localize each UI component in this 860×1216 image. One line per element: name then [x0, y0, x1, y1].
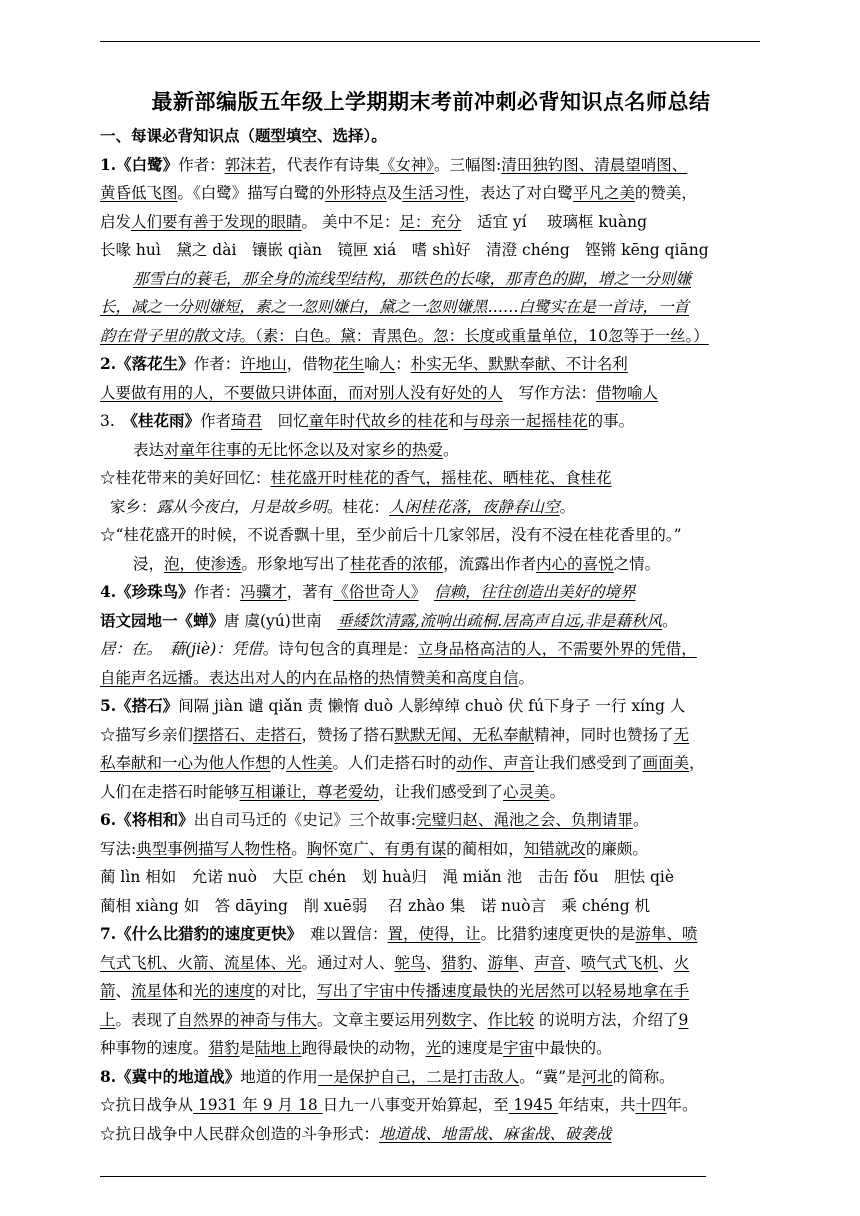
text-line: 5.《搭石》间隔 jiàn 谴 qiǎn 责 懒惰 duò 人影绰绰 chuò 伏 fú下身子 一行 xíng 人 [100, 696, 686, 715]
text-line: 写法:典型事例描写人物性格。胸怀宽广、有勇有谋的蔺相如，知错就改的廉颇。 [100, 839, 648, 858]
text-line: 2.《落花生》作者：许地山，借物花生喻人：朴实无华、默默奉献、不计名利 [100, 354, 628, 373]
section-heading: 一、每课必背知识点（题型填空、选择）。 [100, 126, 387, 145]
text-line: 蔺 lìn 相如 允诺 nuò 大臣 chén 划 huà归 渑 miǎn 池 击缶 fǒu 胆怯 qiè [100, 868, 675, 886]
text-line: 黄昏低飞图。《白鹭》描写白鹭的外形特点及生活习性，表达了对白鹭平凡之美的赞美， [100, 184, 697, 202]
text-line: 8.《冀中的地道战》地道的作用一是保护自己，二是打击敌人。“冀”是河北的简称。 [100, 1066, 675, 1086]
text-line: 箭、流星体和光的速度的对比，写出了宇宙中传播速度最快的光居然可以轻易地拿在手 [100, 982, 690, 1000]
text-line: 蔺相 xiàng 如 答 dāying 削 xuē弱 召 zhào 集 诺 nuò言 乘 chéng 机 [100, 896, 651, 915]
text-line: 韵在骨子里的散文诗。（素：白色。黛：青黑色。忽：长度或重量单位，10忽等于一丝。） [100, 326, 709, 345]
text-line: 4.《珍珠鸟》作者：冯骥才，著有《俗世奇人》 信赖，往往创造出美好的境界 [100, 582, 636, 601]
text-line: 语文园地一《蝉》唐 虞(yú)世南 垂緌饮清露,流响出疏桐.居高声自远,非是藉秋风。 [100, 610, 678, 630]
text-line: 长，减之一分则嫌短，素之一忽则嫌白，黛之一忽则嫌黑……白鹭实在是一首诗，一首 [100, 298, 690, 316]
text-line: 浸，泡，使渗透。形象地写出了桂花香的浓郁，流露出作者内心的喜悦之情。 [133, 554, 661, 573]
text-line: 3. 《桂花雨》作者琦君 回忆童年时代故乡的桂花和与母亲一起摇桂花的事。 [100, 411, 635, 430]
text-line: 私奉献和一心为他人作想的人性美。人们走搭石时的动作、声音让我们感受到了画面美， [100, 754, 705, 772]
text-line: 启发人们要有善于发现的眼睛。 美中不足：足：充分 适宜 yí 玻璃框 kuàng [100, 212, 648, 231]
text-line: 种事物的速度。猎豹是陆地上跑得最快的动物，光的速度是宇宙中最快的。 [100, 1039, 612, 1057]
text-line: ☆描写乡亲们摆搭石、走搭石，赞扬了搭石默默无闻、无私奉献精神，同时也赞扬了无 [100, 725, 690, 744]
text-line: 家乡：露从今夜白，月是故乡明。桂花：人闲桂花落，夜静春山空。 [110, 497, 576, 516]
text-line: 人要做有用的人，不要做只讲体面，而对别人没有好处的人 写作方法：借物喻人 [100, 383, 659, 402]
text-line: 表达对童年往事的无比怀念以及对家乡的热爱。 [133, 440, 459, 459]
header-rule [100, 41, 760, 42]
text-line: 人们在走搭石时能够互相谦让，尊老爱幼，让我们感受到了心灵美。 [100, 782, 566, 801]
text-line: 1.《白鹭》作者：郭沫若，代表作有诗集《女神》。三幅图:清田独钓图、清晨望哨图、 [100, 154, 688, 174]
footer-rule [100, 1176, 706, 1177]
text-line: 那雪白的蓑毛，那全身的流线型结构，那铁色的长喙，那青色的脚，增之一分则嫌 [133, 269, 692, 288]
document-body [100, 151, 762, 1149]
text-line: 居：在。 藉(jiè)：凭借。诗句包含的真理是：立身品格高洁的人，不需要外界的凭借， [100, 640, 697, 658]
text-line: 7.《什么比猎豹的速度更快》 难以置信：置，使得，让。比猎豹速度更快的是游隼、喷 [100, 924, 698, 943]
text-line: 自能声名远播。表达出对人的内在品格的热情赞美和高度自信。 [100, 668, 535, 687]
text-line: ☆抗日战争从 1931 年 9 月 18 日九一八事变开始算起，至 1945 年结束，共十四年。 [100, 1096, 698, 1114]
text-line: 6.《将相和》出自司马迁的《史记》三个故事:完璧归赵、渑池之会、负荆请罪。 [100, 810, 649, 829]
document-title: 最新部编版五年级上学期期末考前冲刺必背知识点名师总结 [151, 89, 711, 114]
text-line: ☆抗日战争中人民群众创造的斗争形式：地道战、地雷战、麻雀战、破袭战 [100, 1124, 612, 1143]
text-line: ☆“桂花盛开的时候，不说香飘十里，至少前后十几家邻居，没有不浸在桂花香里的。” [100, 526, 682, 544]
text-line: 气式飞机、火箭、流星体、光。通过对人、鸵鸟、猎豹、游隼、声音、喷气式飞机、火 [100, 953, 690, 972]
document-page [100, 80, 762, 1148]
text-line: 长喙 huì 黛之 dài 镶嵌 qiàn 镜匣 xiá 嗜 shì好 清澄 chéng 铿锵 kēng qiāng [100, 241, 709, 259]
text-line: 上。表现了自然界的神奇与伟大。文章主要运用列数字、作比较 的说明方法，介绍了9 [100, 1010, 689, 1029]
text-line: ☆桂花带来的美好回忆：桂花盛开时桂花的香气，摇桂花、晒桂花、食桂花 [100, 469, 612, 487]
